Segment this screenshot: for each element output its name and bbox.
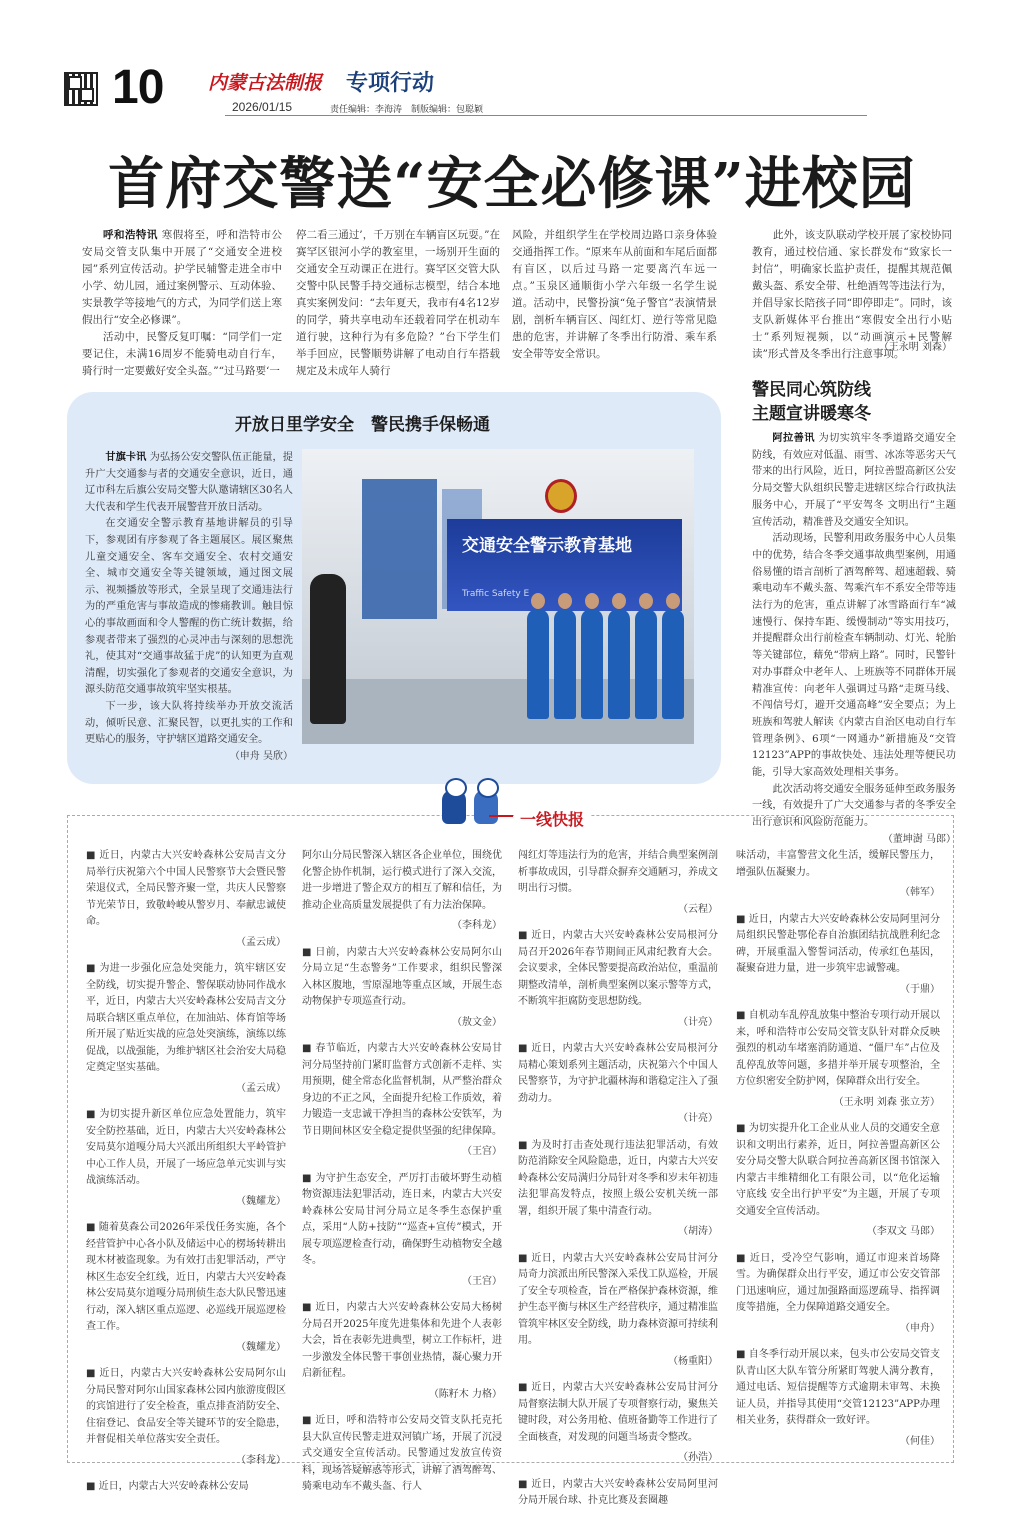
feature-dateline: 甘旗卡讯 (105, 451, 147, 463)
news-item-signature: （李科龙） (236, 1454, 286, 1466)
news-item: ■ 为进一步强化应急处突能力，筑牢辖区安全防线，切实提升警企、警保联动协同作战水平，近日，内蒙古大兴安岭森林公安局吉文分局联合辖区重点单位，在加油站、体育馆等场所开展了贴近实战的应急处突演练，演练以练促战，以战强能，为维护辖区社会治安大局稳定奠定坚实基础。 (86, 963, 286, 1073)
lead-dateline: 呼和浩特讯 (103, 229, 158, 241)
news-item: ■ 日前，内蒙古大兴安岭森林公安局阿尔山分局立足“生态警务”工作要求，组织民警深入林区腹地，雪原湿地等重点区域，开展生态动物保护专项巡查行动。 (302, 946, 502, 1007)
side-title-line2: 主题宣讲暖寒冬 (752, 404, 871, 424)
editor-credits: 责任编辑：李海涛 制版编辑：包聪颖 (330, 105, 484, 115)
police-emblem-icon (545, 479, 577, 513)
news-item-signature: （李双文 马郎） (866, 1226, 940, 1237)
police-mascot-icon (442, 790, 466, 824)
lead-article-col2: 停二看三通过’，千万别在车辆盲区玩耍。”在赛罕区银河小学的教室里，一场别开生面的交通安全互动课正在进行。赛罕区交管大队交警中队民警手持交通标志模型，结合本地真实案例发问：“去年夏天，我市有4名12岁的同学，骑共享电动车还载着同学在机动车道行驶，这种行为有多危险？”台下学生们举手回应，民警顺势讲解了电动自行车搭载规定及未成年人骑行 (296, 229, 500, 377)
side-p3: 此次活动将交通安全服务延伸至政务服务一线，有效提升了广大交通参与者的冬季安全出行意识和风险防范能力。 (752, 783, 956, 829)
qr-code (64, 72, 98, 106)
news-item-signature: （王永明 刘森 张立芳） (833, 1096, 940, 1108)
news-item: 闯红灯等违法行为的危害，并结合典型案例剖析事故成因，引导群众摒弃交通陋习，养成文明出行习惯。 (518, 850, 718, 894)
news-item: ■ 近日，内蒙古大兴安岭森林公安局甘河分局督察法制大队开展了专项督察行动，聚焦关键时段，对公务用枪、值班备勤等工作进行了全面核查，对发现的问题当场责令整改。 (518, 1382, 718, 1443)
page-number: 10 (112, 61, 164, 114)
page-headline: 首府交警送“安全必修课”进校园 (108, 151, 916, 217)
news-item: ■ 自机动车乱停乱放集中整治专项行动开展以来，呼和浩特市公安局交管支队针对群众反映强烈的机动车堵塞消防通道、“僵尸车”占位及乱停乱放等问题，多措并举开展专项整治，全方位织密安全防护网，保障群众出行安全。 (736, 1010, 940, 1087)
side-p1: 为切实筑牢冬季道路交通安全防线，有效应对低温、雨雪、冰冻等恶劣天气带来的出行风险，近日，阿拉善盟高新区公安分局交警大队组织民警走进辖区综合行政执法服务中心，开展了“平安驾冬 文明出行”主题宣传活动，精准普及交通安全知识。 (752, 433, 956, 528)
news-item: ■ 春节临近，内蒙古大兴安岭森林公安局甘河分局坚持前门紧盯监督方式创新不走样、实用预期，健全常态化监督机制，从严整治群众身边的不正之风，全面提升纪检工作质效，着力锻造一支忠诚干净担当的森林公安铁军，为节日期间林区安全稳定提供坚强的纪律保障。 (302, 1043, 502, 1137)
feature-text (85, 449, 293, 765)
news-item: ■ 近日，内蒙古大兴安岭森林公安局 (86, 1481, 249, 1492)
section-title: 专项行动 (346, 70, 435, 96)
news-item: ■ 近日，呼和浩特市公安局交管支队托克托县大队宣传民警走进双河镇广场，开展了沉浸式交通安全宣传活动。民警通过发放宣传资料，现场答疑解惑等形式，讲解了酒驾醉驾、骑乘电动车不戴头盔、行人 (302, 1415, 502, 1492)
express-col1 (86, 848, 286, 1500)
express-title: 一线快报 (514, 807, 590, 830)
news-item: ■ 近日，内蒙古大兴安岭森林公安局甘河分局奇力滨派出所民警深入采伐工队巡检，开展了安全专项检查，旨在严格保护森林资源，维护生态平衡与林区生产经营秩序，通过精准监管筑牢林区安全防线，助力森林资源可持续利用。 (518, 1252, 718, 1346)
news-item-signature: （孙浩） (678, 1452, 718, 1463)
paper-logo: 内蒙古法制报 (208, 72, 323, 94)
photo-student (554, 609, 576, 719)
lead-article-col1 (82, 227, 282, 380)
news-item: ■ 近日，内蒙古大兴安岭森林公安局根河分局召开2026年春节期间正风肃纪教育大会。会议要求，全体民警要提高政治站位，重温前期整改清单，剖析典型案例以案示警等方式，不断筑牢拒腐防变思想防线。 (518, 930, 718, 1007)
news-item: ■ 为及时打击查处现行违法犯罪活动，有效防范消除安全风险隐患，近日，内蒙古大兴安岭森林公安局满归分局针对冬季和岁末年初违法犯罪高发特点，按照上级公安机关统一部署，组织开展了集中清查行动。 (518, 1139, 718, 1217)
news-item-signature: （计亮） (678, 1113, 718, 1124)
news-item: 阿尔山分局民警深入辖区各企业单位，围绕优化警企协作机制，运行模式进行了深入交流，进一步增进了警企双方的相互了解和信任，为推动企业高质量发展提供了有力法治保障。 (302, 850, 502, 911)
lead-article-col3: 风险，并组织学生在学校周边路口亲身体验交通指挥工作。“原来车从前面和车尾后面都有盲区，以后过马路一定要离汽车远一点。”玉泉区通顺街小学六年级一名学生说道。活动中，民警扮演“兔子警官”表演情景剧，剖析车辆盲区、闯红灯、逆行等常见隐患的危害，并讲解了冬季出行防滑、乘车系安全带等安全常识。 (512, 229, 717, 360)
news-item-signature: （魏耀龙） (236, 1341, 286, 1353)
feature-p3: 下一步，该大队将持续举办开放交流活动，倾听民意、汇聚民智，以更扎实的工作和更贴心的服务，守护辖区道路交通安全。 (85, 700, 293, 746)
photo-student (608, 609, 630, 719)
news-item: ■ 近日，受冷空气影响，通辽市迎来首场降雪。为确保群众出行平安，通辽市公安交管部门迅速响应，通过加强路面巡逻疏导、指挥调度等措施，全力保障道路交通安全。 (736, 1252, 940, 1313)
feature-title: 开放日里学安全 警民携手保畅通 (235, 415, 490, 435)
news-item-signature: （韩军） (900, 887, 940, 898)
news-item: ■ 近日，内蒙古大兴安岭森林公安局大杨树分局召开2025年度先进集体和先进个人表彰大会，旨在表彰先进典型，树立工作标杆，进一步激发全体民警干事创业热情，凝心聚力开启新征程。 (302, 1302, 502, 1379)
photo-student (581, 609, 603, 719)
express-col3 (518, 848, 718, 1514)
feature-photo (302, 449, 694, 744)
photo-student (527, 609, 549, 719)
police-mascot-icon (474, 790, 498, 824)
news-item-signature: （杨重阳） (668, 1355, 718, 1367)
express-col4 (736, 848, 940, 1460)
news-item: ■ 近日，内蒙古大兴安岭森林公安局阿尔山分局民警对阿尔山国家森林公园内旅游度假区的宾馆进行了安全检查，重点排查消防安全、住宿登记、食品安全等关键环节的安全隐患，并督促相关单位落实安全责任。 (86, 1368, 286, 1445)
news-item-signature: （申舟） (900, 1322, 940, 1334)
lead-signature: （王永明 刘森） (878, 342, 952, 353)
news-item: ■ 为切实提升新区单位应急处置能力，筑牢安全防控基础，近日，内蒙古大兴安岭森林公安局莫尔道嘎分局大兴派出所组织大平岭管护中心工作人员，开展了一场应急单元实训与实战演练活动。 (86, 1109, 286, 1186)
express-col2 (302, 848, 502, 1500)
side-p2: 活动现场，民警利用政务服务中心人员集中的优势，结合冬季交通事故典型案例，用通俗易懂的语言剖析了酒驾醉驾、超速超载、骑乘电动车不戴头盔、驾乘汽车不系安全带等违法行为的危害，重点讲解了冰雪路面行车“减速慢行、保持车距、缓慢制动”等实用技巧，并提醒群众出行前检查车辆制动、灯光、轮胎等关键部位，藉免“带病上路”。同时，民警针对办事群众中老年人、上班族等不同群体开展精准宣传：向老年人强调过马路“走斑马线、不闯信号灯，避开交通高峰”安全要点；为上班族和驾驶人解读《内蒙古自治区电动自行车管理条例》、6项“一网通办”新措施及“交管12123”APP的事故快处、违法处理等便民功能，引导大家高效处理相关事务。 (752, 533, 956, 779)
masthead-rule (225, 115, 867, 116)
photo-sign-english: Traffic Safety E (462, 589, 530, 599)
issue-date: 2026/01/15 (232, 100, 293, 114)
news-item-signature: （孟云成） (236, 1082, 286, 1094)
feature-signature: （申舟 吴欣） (229, 750, 293, 762)
side-signature: （董坤澍 马郎） (882, 833, 956, 845)
news-item-signature: （王宫） (462, 1275, 502, 1287)
news-item: ■ 近日，内蒙古大兴安岭森林公安局吉文分局举行庆祝第六个中国人民警察节大会暨民警荣退仪式，全局民警齐聚一堂，共庆人民警察节光荣节日，致敬岭峻从警岁月、奉献忠诚使命。 (86, 850, 286, 927)
news-item-signature: （计亮） (678, 1016, 718, 1028)
side-article-title (752, 378, 871, 426)
photo-student (662, 609, 684, 719)
news-item-signature: （魏耀龙） (236, 1195, 286, 1207)
lead-p2: 活动中，民警反复叮嘱：“同学们一定要记住，未满16周岁不能骑电动自行车，骑行时一定要戴好安全头盔。”“过马路要‘一 (82, 331, 282, 377)
news-item-signature: （于鼎） (900, 983, 940, 995)
news-item: ■ 近日，内蒙古大兴安岭森林公安局根河分局精心策划系列主题活动，庆祝第六个中国人民警察节，为守护北疆林海和谐稳定注入了强劲动力。 (518, 1043, 718, 1104)
side-article-text (752, 430, 956, 849)
news-item: ■ 随着莫森公司2026年采伐任务实施，各个经营管护中心各小队及储运中心的楞场转耕出现木材被盗现象。为有效打击犯罪活动，严守林区生态安全红线，近日，内蒙古大兴安岭森林公安局莫尔道嘎分局刑侦生态大队民警迅速行动，深入辖区重点巡逻、必巡线开展巡逻检查工作。 (86, 1222, 286, 1332)
feature-p1: 为弘扬公安交警队伍正能量，提升广大交通参与者的交通安全意识，近日，通辽市科左后旗公安局交警大队邀请辖区30名人大代表和学生代表开展警营开放日活动。 (85, 452, 293, 513)
news-item-signature: （胡涛） (678, 1226, 718, 1237)
side-dateline: 阿拉善讯 (772, 432, 815, 444)
news-item-signature: （云程） (678, 903, 718, 915)
news-item: ■ 自冬季行动开展以来，包头市公安局交管支队青山区大队车管分所紧盯驾驶人满分教育，通过电话、短信提醒等方式逾期未审驾、未换证人员，并指导其使用“交管12123”APP办理相关业务，获得群众一致好评。 (736, 1349, 940, 1426)
news-item-signature: （何佳） (900, 1435, 940, 1447)
lead-article-col4: 此外，该支队联动学校开展了家校协同教育，通过校信通、家长群发布“致家长一封信”，明确家长监护责任，提醒其规范佩戴头盔、系安全带、杜绝酒驾等违法行为，并倡导家长陪孩子同“即停即走”。同时，该支队新媒体平台推出“寒假安全出行小贴士”系列短视频，以“动画演示+民警解读”形式普及冬季出行注意事项。 (752, 229, 952, 360)
news-item: ■ 为切实提升化工企业从业人员的交通安全意识和文明出行素养，近日，阿拉善盟高新区公安分局交警大队联合阿拉善高新区图书馆深入内蒙古丰维精细化工有限公司，以“危化运输守底线 安全出行护平安”为主题，开展了专项交通安全宣传活动。 (736, 1123, 940, 1217)
news-item: 味活动，丰富警营文化生活，缓解民警压力，增强队伍凝聚力。 (736, 850, 940, 878)
side-title-line1: 警民同心筑防线 (752, 380, 871, 400)
news-item: ■ 为守护生态安全，严厉打击破坏野生动植物资源违法犯罪活动，连日来，内蒙古大兴安岭森林公安局甘河分局立足冬季生态保护重点，采用“人防+技防”“巡查+宣传”模式，开展专项巡逻检查行动，确保野生动植物安全越冬。 (302, 1172, 502, 1266)
news-item-signature: （孟云成） (236, 936, 286, 948)
news-item: ■ 近日，内蒙古大兴安岭森林公安局阿里河分局开展台球、扑克比赛及套圈趣 (518, 1478, 718, 1506)
photo-student (635, 609, 657, 719)
news-item: ■ 近日，内蒙古大兴安岭森林公安局阿里河分局组织民警赴鄂伦春自治旗团结抗战胜利纪念碑，开展重温入警誓词活动，传承红色基因，凝聚奋进力量，进一步筑牢忠诚警魂。 (736, 913, 940, 974)
news-item-signature: （李科龙） (452, 920, 502, 931)
express-title-accent (489, 815, 513, 817)
photo-guide-figure (310, 574, 346, 724)
news-item-signature: （王宫） (462, 1146, 502, 1157)
news-item-signature: （陈籽木 力格） (428, 1388, 502, 1400)
photo-sign-text: 交通安全警示教育基地 (462, 536, 632, 556)
feature-p2: 在交通安全警示教育基地讲解员的引导下，参观团有序参观了各主题展区。展区聚焦儿童交通安全、客车交通安全、农村交通安全、城市交通安全等关键领域，通过图文展示、视频播放等形式，全景呈现了交通违法行为的严重危害与事故造成的惨痛教训。触目惊心的事故画面和令人警醒的伤亡统计数据，给参观者带来了强烈的心灵冲击与深刻的思想洗礼，使其对“交通事故猛于虎”的认知更为直观清醒，切实强化了参观者的交通安全意识，为源头防范交通事故筑牢坚实根基。 (85, 518, 293, 696)
news-item-signature: （敖文金） (452, 1016, 502, 1028)
lead-p1: 寒假将至，呼和浩特市公安局交管支队集中开展了“交通安全进校园”系列宣传活动。护学民辅警走进全市中小学、幼儿园，通过案例警示、互动体验、实景教学等接地气的方式，为同学们送上寒假出行“安全必修课”。 (82, 229, 283, 326)
